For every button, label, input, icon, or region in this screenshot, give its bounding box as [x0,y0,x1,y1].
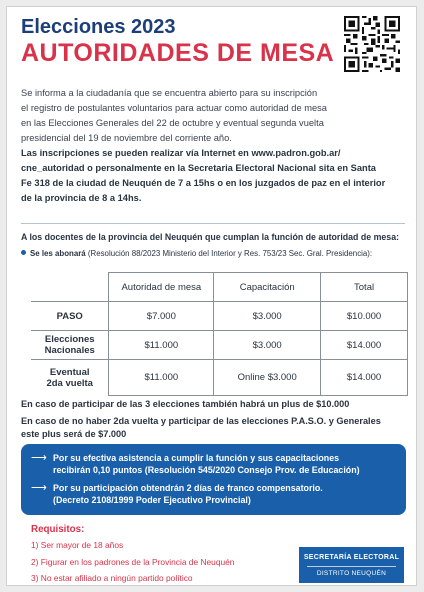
intro-line: de la provincia de 8 a 14hs. [21,193,142,203]
payment-table [31,272,408,396]
table-cell: $7.000 [109,302,214,331]
benefit-text [53,482,399,506]
column-header: Autoridad de mesa [109,273,214,302]
intro-line: en las Elecciones Generales del 22 de octubre y eventual segunda vuelta [21,118,324,128]
arrow-right-icon: ⟶ [31,482,47,494]
arrow-right-icon: ⟶ [31,452,47,464]
benefits-box [21,444,406,515]
table-cell: $11.000 [109,331,214,360]
row-header-line: 2da vuelta [46,377,93,389]
table-header-row [31,273,408,302]
logo-line-2: DISTRITO NEUQUÉN [316,570,387,577]
row-header-line: Eventual [49,366,90,378]
qr-code-icon[interactable] [344,16,400,72]
logo-divider [307,566,396,567]
bullet-bold-text: Se les abonará [30,249,86,258]
plus-notes [21,398,406,441]
table-cell: Online $3.000 [214,360,321,396]
intro-text [21,86,406,206]
secretaria-electoral-logo [299,547,404,583]
row-header-line: Elecciones [44,334,95,345]
payment-lead: A los docentes de la provincia del Neuquén que cumplan la función de autoridad de mesa: [21,232,400,242]
benefit-line: Por su participación obtendrán 2 días de franco compensatorio. [53,483,323,493]
benefit-line: (Decreto 2108/1999 Poder Ejecutivo Provincial) [53,495,251,505]
requirement-item: 1) Ser mayor de 18 años [31,540,124,550]
table-cell: $14.000 [321,331,408,360]
requirement-item: 3) No estar afiliado a ningún partido político [31,573,193,583]
intro-line: Las inscripciones se pueden realizar vía Internet en www.padron.gob.ar/ [21,148,341,158]
title-main: AUTORIDADES DE MESA [21,39,335,67]
section-divider [21,223,405,224]
plus-note-1: En caso de participar de las 3 elecciones también habrá un plus de $10.000 [21,399,350,409]
intro-line: Se informa a la ciudadanía que se encuentra abierto para su inscripción [21,88,318,98]
table-row [31,360,408,396]
table-row [31,331,408,360]
table-cell: $14.000 [321,360,408,396]
table-cell: $10.000 [321,302,408,331]
benefit-text [53,452,399,476]
requirements-title: Requisitos: [31,524,85,535]
bullet-dot-icon [21,250,26,255]
bullet-text: (Resolución 88/2023 Ministerio del Interior y Res. 753/23 Sec. Gral. Presidencia): [85,249,373,258]
intro-line: Fe 318 de la ciudad de Neuquén de 7 a 15hs o en los juzgados de paz en el interior [21,178,386,188]
benefit-line: recibirán 0,10 puntos (Resolución 545/2020 Consejo Prov. de Educación) [53,465,360,475]
intro-line: cne_autoridad o personalmente en la Secretaria Electoral Nacional sita en Santa [21,163,376,173]
benefit-line: Por su efectiva asistencia a cumplir la función y sus capacitaciones [53,453,340,463]
intro-line: presidencial del 19 de noviembre del corriente año. [21,133,232,143]
table-corner-cell [31,273,109,302]
column-header: Total [321,273,408,302]
logo-line-1: SECRETARÍA ELECTORAL [303,554,400,561]
payment-bullet [21,249,372,258]
column-header: Capacitación [214,273,321,302]
intro-line: el registro de postulantes voluntarios para actuar como autoridad de mesa [21,103,327,113]
row-header [31,360,109,396]
table-cell: $11.000 [109,360,214,396]
title-year: Elecciones 2023 [21,16,176,38]
plus-note-2-line1: En caso de no haber 2da vuelta y participar de las elecciones P.A.S.O. y Generales [21,416,381,426]
table-cell: $3.000 [214,302,321,331]
table-row [31,302,408,331]
table-cell: $3.000 [214,331,321,360]
row-header [31,331,109,360]
flyer-page [6,6,417,586]
row-header-line: Nacionales [44,345,95,356]
requirement-item: 2) Figurar en los padrones de la Provincia de Neuquén [31,557,235,567]
row-header: PASO [31,302,109,331]
plus-note-2-line2: este plus será de $7.000 [21,429,127,439]
